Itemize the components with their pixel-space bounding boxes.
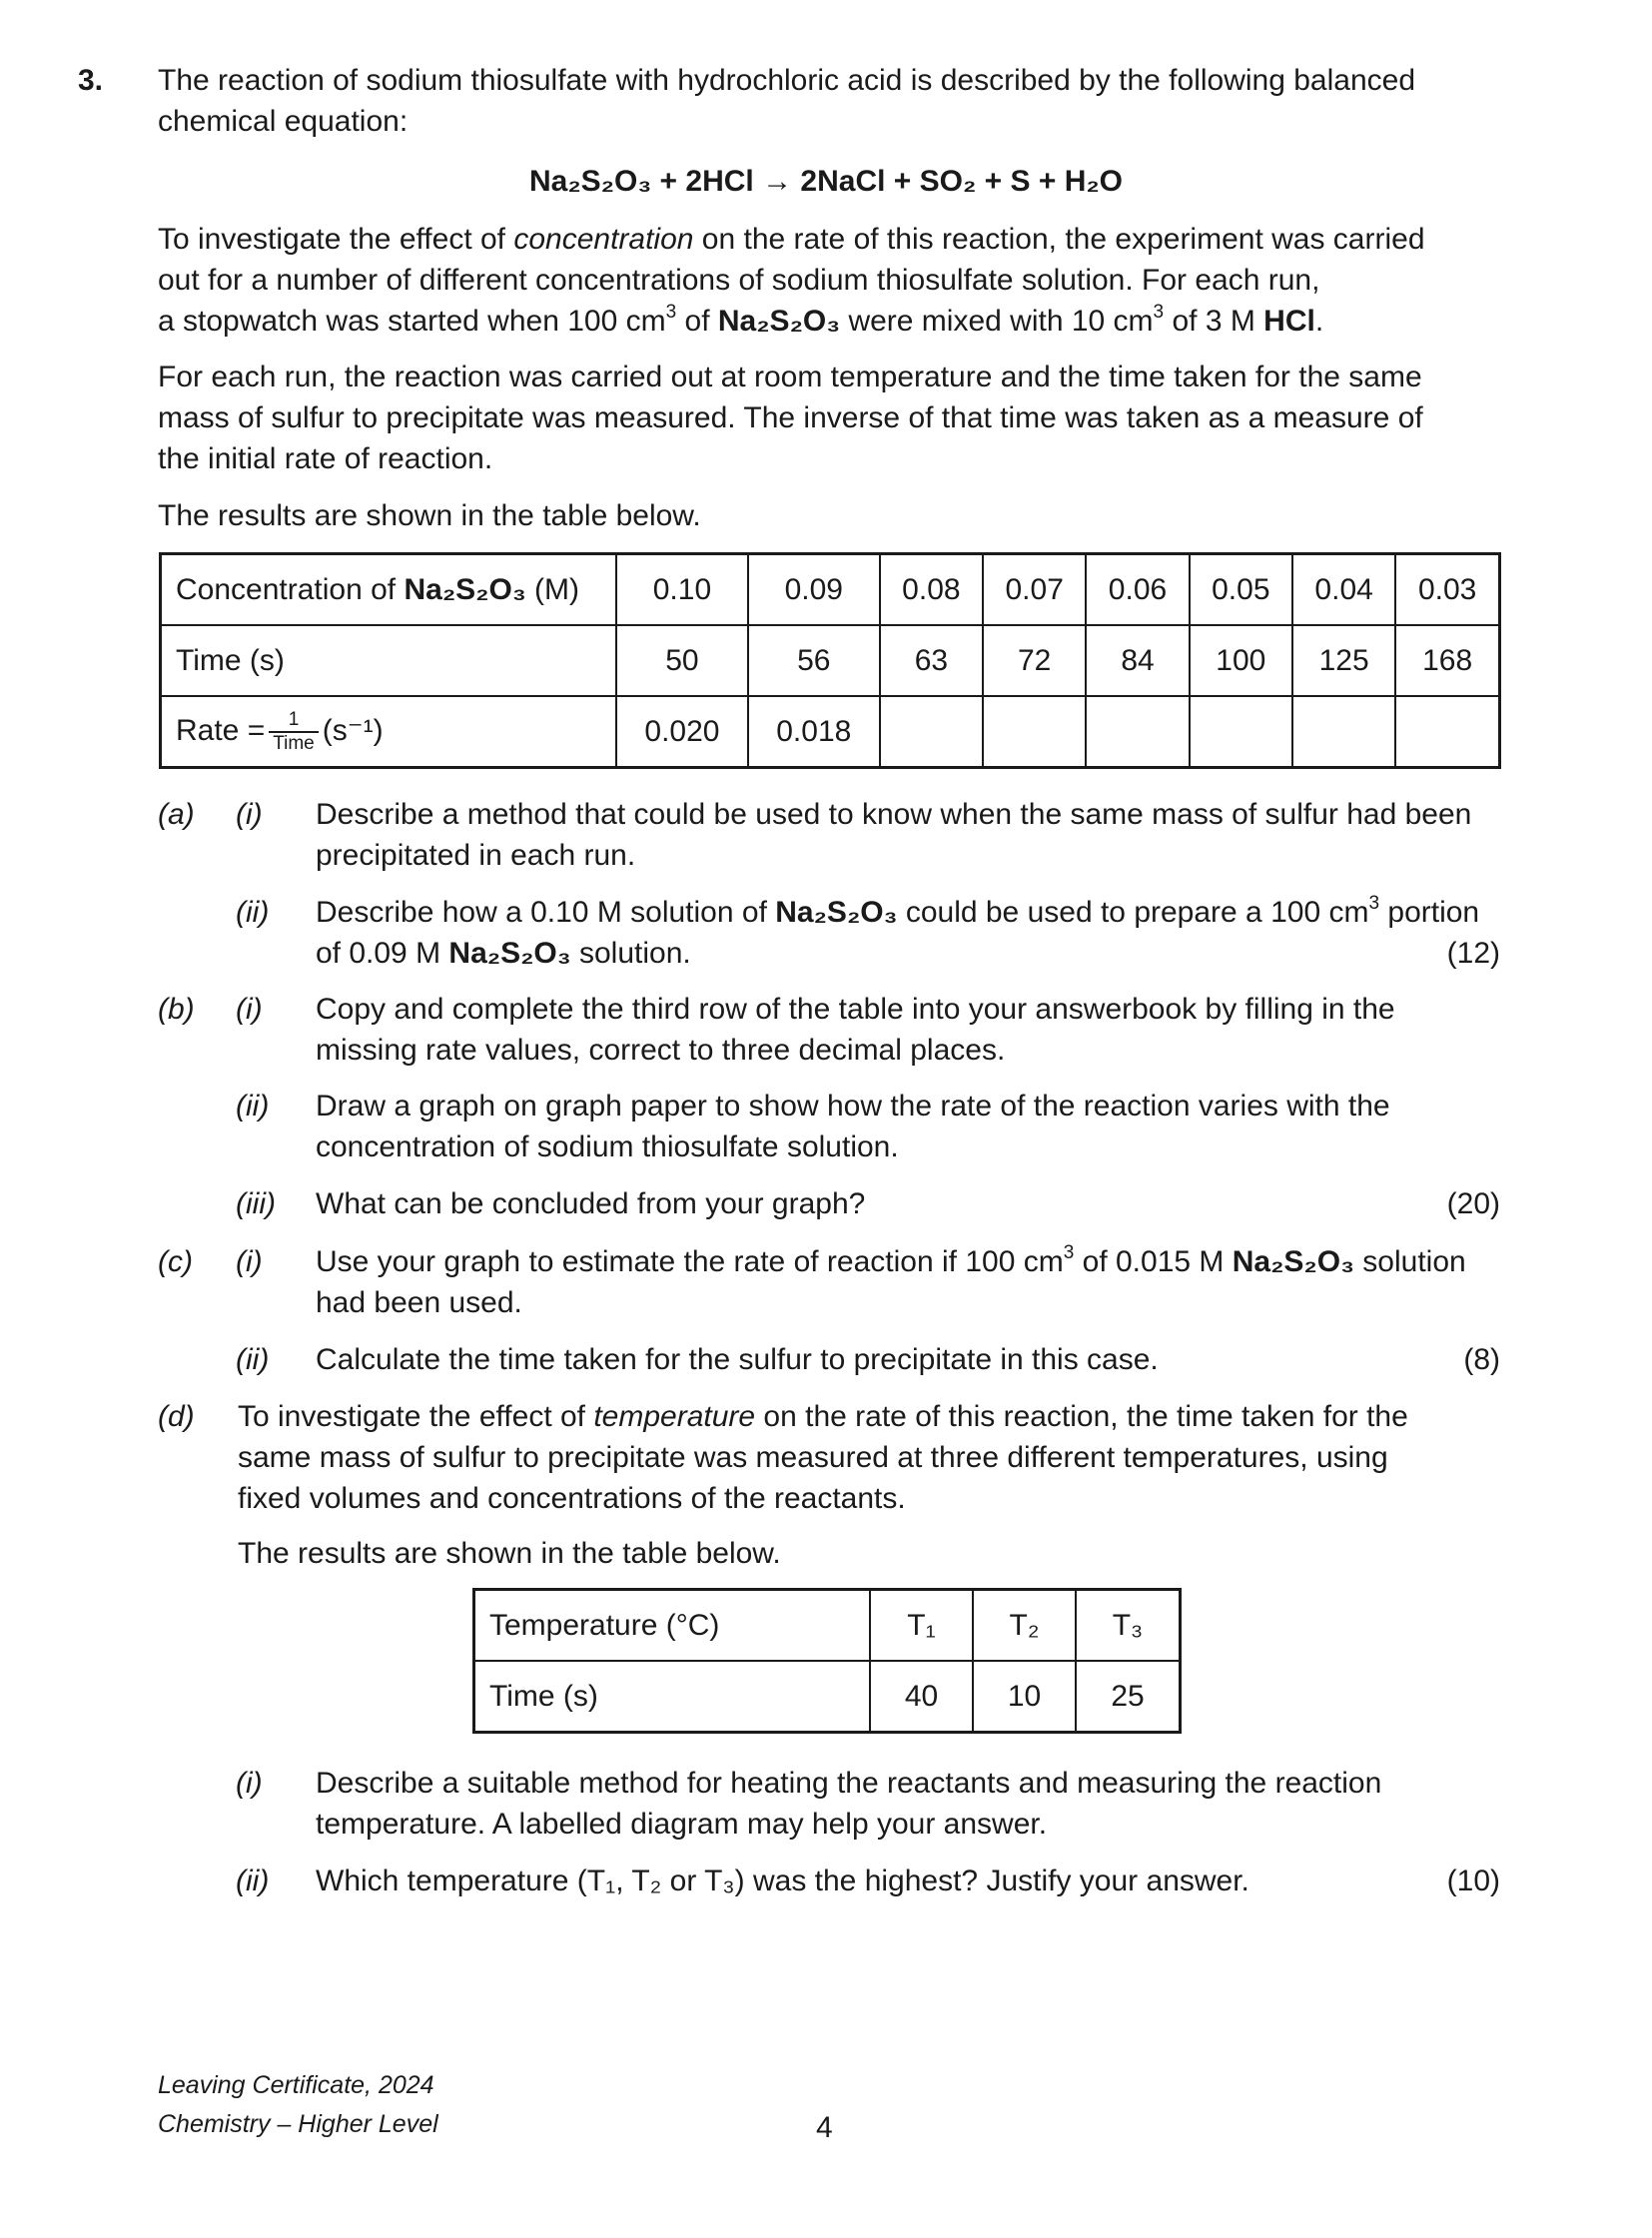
table-cell: 100 [1190,625,1292,696]
part-a-i-text: Describe a method that could be used to know when the same mass of sulfur had been precipitated in each run. [316,798,1472,872]
page-number: 4 [816,2111,833,2144]
intro-line: chemical equation: [158,105,409,138]
part-b-i-text: Copy and complete the third row of the table into your answerbook by filling in the missing rate values, correct to three decimal places. [316,993,1395,1067]
formula-na2s2o3: Na₂S₂O₃ [717,305,841,338]
table-cell: 168 [1395,625,1499,696]
row-header-temperature: Temperature (°C) [474,1590,871,1662]
part-label-b: (b) [158,993,195,1026]
procedure-paragraph [158,357,1501,479]
fraction-one-over-time: $\frac{1}{\text{Time}}$ [269,709,319,755]
table-cell: 0.018 [748,696,880,768]
part-d-ii-text: Which temperature (T₁, T₂ or T₃) was the highest? Justify your answer. [316,1865,1249,1897]
table-cell-empty [1086,696,1189,768]
table-cell: 72 [983,625,1086,696]
procedure-line: the initial rate of reaction. [158,442,493,475]
part-c-i-text: Use your graph to estimate the rate of reaction if 100 $cm^3$ of 0.015 M Na₂S₂O₃ solution had been used. [316,1242,1466,1319]
part-d-i-text: Describe a suitable method for heating the reactants and measuring the reaction temperature. A labelled diagram may help your answer. [316,1767,1382,1841]
table-cell: 0.020 [616,696,748,768]
results-caption: The results are shown in the table below. [158,499,701,532]
results-caption-2: The results are shown in the table below. [238,1537,781,1570]
row-header-time: Time (s) [474,1661,871,1733]
subpart-label: (ii) [236,896,270,929]
table-cell: T₃ [1076,1590,1181,1662]
table-cell: 25 [1076,1661,1181,1733]
method-line: To investigate the effect of concentration on the rate of this reaction, the experiment was carried [158,223,1425,256]
question-number: 3. [78,64,104,97]
intro-paragraph [158,60,1501,142]
part-label-c: (c) [158,1245,193,1278]
table-row-time [474,1661,1181,1733]
chemical-equation: Na₂S₂O₃ + 2HCl → 2NaCl + SO₂ + S + H₂O [528,165,1124,198]
table-cell: T₁ [870,1590,973,1662]
marks-c: (8) [1463,1343,1500,1376]
table-cell: 50 [616,625,748,696]
method-paragraph [158,219,1501,342]
footer-exam-name: Leaving Certificate, 2024 [158,2071,434,2099]
subpart-label: (ii) [236,1090,270,1122]
table-cell: 0.07 [983,554,1086,626]
table-cell: 0.04 [1292,554,1395,626]
table-cell-empty [1292,696,1395,768]
table-cell-empty [1190,696,1292,768]
subpart-label: (ii) [236,1343,270,1376]
table-cell: 0.10 [616,554,748,626]
table-cell: 40 [870,1661,973,1733]
formula-hcl: HCl [1263,305,1315,338]
table-cell: 84 [1086,625,1189,696]
method-line: a stopwatch was started when 100 $cm^3$ of Na₂S₂O₃ were mixed with 10 $cm^3$ of 3 M HCl. [158,302,1324,338]
part-a-ii-text: Describe how a 0.10 M solution of Na₂S₂O₃ could be used to prepare a 100 $cm^3$ portion of 0.09 M Na₂S₂O₃ solution. [316,893,1480,970]
table-row-rate [161,696,1500,768]
subpart-label: (iii) [236,1187,276,1220]
intro-line: The reaction of sodium thiosulfate with hydrochloric acid is described by the following balanced [158,64,1416,97]
concentration-table [159,552,1501,769]
table-cell: 10 [973,1661,1076,1733]
table-cell: 0.09 [748,554,880,626]
subpart-label: (i) [236,993,263,1026]
part-label-a: (a) [158,798,195,831]
table-cell: 0.03 [1395,554,1499,626]
table-row-concentration [161,554,1500,626]
part-b-ii-text: Draw a graph on graph paper to show how the rate of the reaction varies with the concentration of sodium thiosulfate solution. [316,1090,1390,1163]
table-cell: 125 [1292,625,1395,696]
table-cell: 0.05 [1190,554,1292,626]
marks-b: (20) [1446,1187,1500,1220]
subpart-label: (ii) [236,1865,270,1897]
table-cell: 0.08 [880,554,983,626]
row-header-rate: Rate = $\frac{1}{\text{Time}}$ (s⁻¹) [161,696,617,768]
table-row-time [161,625,1500,696]
subpart-label: (i) [236,1245,263,1278]
table-cell-empty [880,696,983,768]
row-header-concentration: Concentration of Na₂S₂O₃ (M) [161,554,617,626]
part-b-iii-text: What can be concluded from your graph? [316,1187,866,1220]
table-cell: 0.06 [1086,554,1189,626]
emphasis-concentration: concentration [513,223,694,256]
part-d-text: To investigate the effect of temperature on the rate of this reaction, the time taken for the same mass of sulfur to precipitate was measured at three different temperatures, using fixed volumes and concentrations of the reactants. [238,1400,1408,1515]
marks-d: (10) [1446,1865,1500,1897]
footer-subject: Chemistry – Higher Level [158,2110,438,2138]
table-cell: 56 [748,625,880,696]
subpart-label: (i) [236,798,263,831]
procedure-line: mass of sulfur to precipitate was measured. The inverse of that time was taken as a measure of [158,401,1423,434]
marks-a: (12) [1446,937,1500,970]
table-cell-empty [983,696,1086,768]
part-label-d: (d) [158,1400,195,1433]
table-cell-empty [1395,696,1499,768]
part-c-ii-text: Calculate the time taken for the sulfur to precipitate in this case. [316,1343,1159,1376]
temperature-table [472,1588,1182,1734]
row-header-time: Time (s) [161,625,617,696]
table-cell: T₂ [973,1590,1076,1662]
procedure-line: For each run, the reaction was carried out at room temperature and the time taken for the same [158,361,1422,393]
emphasis-temperature: temperature [593,1400,756,1433]
table-cell: 63 [880,625,983,696]
method-line: out for a number of different concentrations of sodium thiosulfate solution. For each run, [158,264,1320,297]
subpart-label: (i) [236,1767,263,1800]
table-row-temperature [474,1590,1181,1662]
